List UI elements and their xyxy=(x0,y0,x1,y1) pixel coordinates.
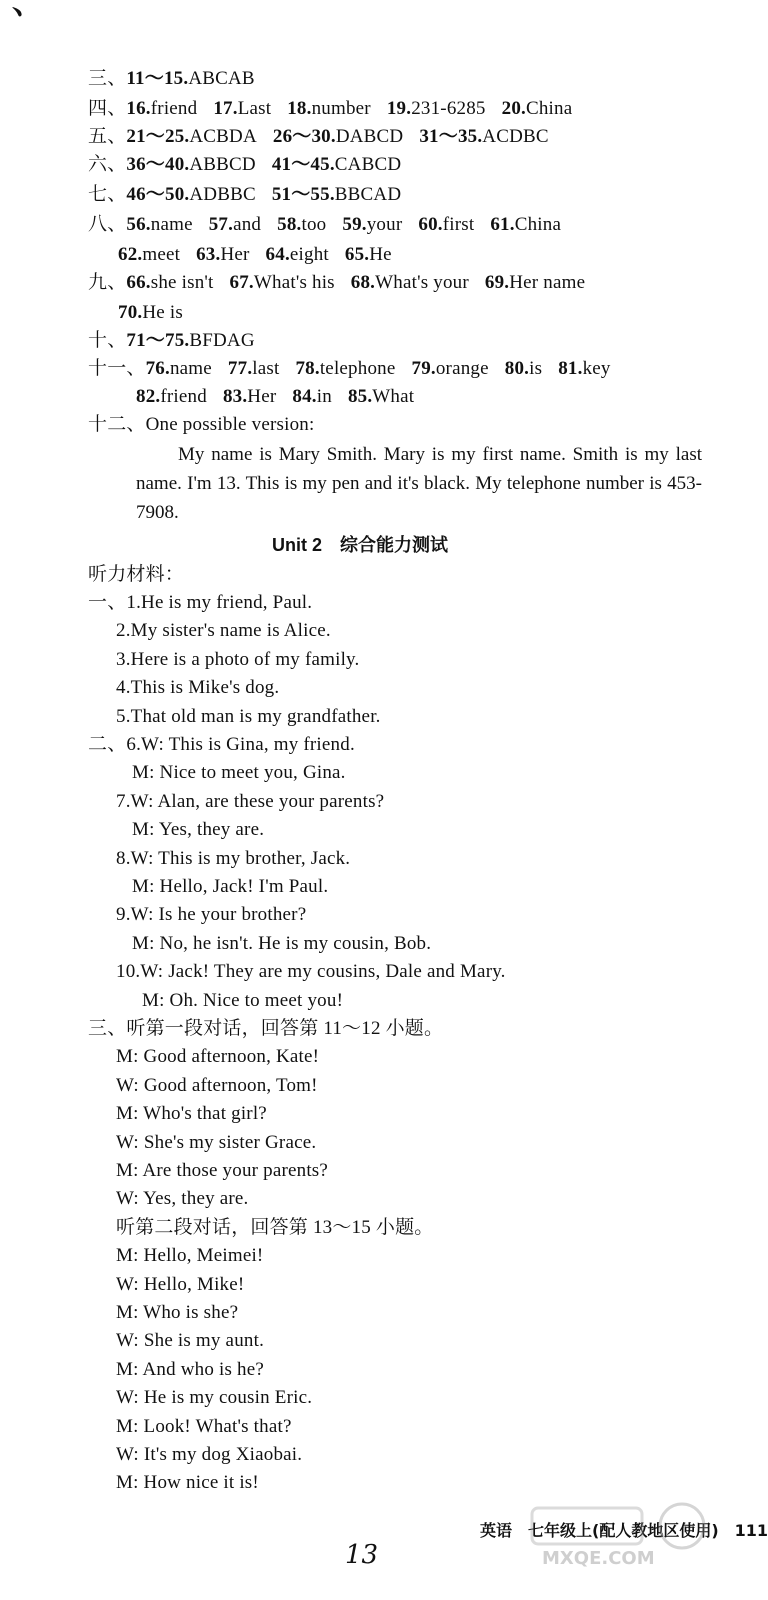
page-footer: 英语 七年级上(配人教地区使用) 111 xyxy=(480,1521,768,1540)
question-number: 82. xyxy=(136,386,161,407)
dialogue-line: 二、6.W: This is Gina, my friend. xyxy=(88,734,355,755)
question-number: 67. xyxy=(229,272,254,293)
answer-line xyxy=(88,124,549,150)
section-number: 七、 xyxy=(88,184,127,205)
dialogue-line: W: It's my dog Xiaobai. xyxy=(116,1444,303,1465)
dialogue-line: M: And who is he? xyxy=(116,1359,265,1380)
watermark-logo xyxy=(522,1500,712,1570)
section-number: 五、 xyxy=(88,126,127,147)
question-number: 66. xyxy=(126,272,151,293)
answer-text: is xyxy=(529,358,543,379)
question-number: 85. xyxy=(347,386,373,407)
dialogue-line: W: She's my sister Grace. xyxy=(116,1132,317,1153)
dialogue-line: M: Who's that girl? xyxy=(116,1103,267,1124)
section-number: 十、 xyxy=(88,330,127,351)
question-number: 63. xyxy=(196,244,221,265)
question-number: 79. xyxy=(411,358,436,379)
answer-text: meet xyxy=(142,244,181,265)
answer-text: ADBBC xyxy=(189,184,256,205)
writing-text: My name is Mary Smith. Mary is my first name. Smith is my last name. I'm 13. This is my pen and it's black. My telephone number is 453-7908. xyxy=(136,444,702,523)
dialogue-line: 10.W: Jack! They are my cousins, Dale and Mary. xyxy=(116,961,506,982)
transcript-line: 4.This is Mike's dog. xyxy=(116,677,280,698)
question-number: 80. xyxy=(504,358,530,379)
answer-text: BFDAG xyxy=(189,330,255,351)
question-number: 41～45. xyxy=(271,154,335,175)
transcript-line: 一、1.He is my friend, Paul. xyxy=(88,592,313,613)
transcript-line: 2.My sister's name is Alice. xyxy=(116,620,331,641)
answer-text: What's your xyxy=(375,272,469,293)
answer-line xyxy=(88,96,572,122)
dialogue-line: 8.W: This is my brother, Jack. xyxy=(116,848,351,869)
answer-text: name xyxy=(169,358,212,379)
dialogue-line: M: Who is she? xyxy=(116,1302,239,1323)
question-number: 59. xyxy=(342,214,367,235)
dialogue-line: W: Yes, they are. xyxy=(116,1188,249,1209)
dialogue-line: W: Good afternoon, Tom! xyxy=(116,1075,318,1096)
margin-mark: ﹅ xyxy=(10,6,24,21)
question-number: 31～35. xyxy=(419,126,483,147)
watermark-text: MXQE.COM xyxy=(542,1548,655,1569)
question-number: 69. xyxy=(484,272,510,293)
answer-text: DABCD xyxy=(335,126,404,147)
answer-text: BBCAD xyxy=(334,184,402,205)
answer-line xyxy=(136,384,414,410)
question-number: 81. xyxy=(558,358,583,379)
answer-text: friend xyxy=(160,386,207,407)
dialogue-line: M: Are those your parents? xyxy=(116,1160,329,1181)
dialogue-line: M: How nice it is! xyxy=(116,1472,259,1493)
dialogue-line: M: Oh. Nice to meet you! xyxy=(142,990,344,1011)
dialogue-line: W: Hello, Mike! xyxy=(116,1274,245,1295)
question-number: 68. xyxy=(350,272,376,293)
writing-sample xyxy=(136,440,702,527)
answer-line xyxy=(118,300,183,326)
writing-header: 十二、One possible version: xyxy=(88,414,315,435)
answer-text: first xyxy=(442,214,475,235)
question-number: 65. xyxy=(344,244,370,265)
dialogue-line: M: Yes, they are. xyxy=(132,819,265,840)
question-number: 26～30. xyxy=(272,126,336,147)
answer-text: Last xyxy=(237,98,272,119)
dialogue-line: 9.W: Is he your brother? xyxy=(116,904,307,925)
section-number: 十一、 xyxy=(88,358,146,379)
answer-text: China xyxy=(514,214,562,235)
answer-text: China xyxy=(525,98,573,119)
answer-text: key xyxy=(582,358,611,379)
dialogue-line: 7.W: Alan, are these your parents? xyxy=(116,791,385,812)
section-number: 三、 xyxy=(88,68,127,89)
question-number: 20. xyxy=(501,98,526,119)
transcript-line: 3.Here is a photo of my family. xyxy=(116,649,360,670)
answer-line xyxy=(88,66,255,92)
answer-text: What xyxy=(372,386,415,407)
question-number: 58. xyxy=(277,214,302,235)
answer-text: ABCAB xyxy=(188,68,255,89)
dialogue-line: M: Hello, Meimei! xyxy=(116,1245,264,1266)
question-number: 16. xyxy=(126,98,151,119)
answer-text: she isn't xyxy=(150,272,214,293)
question-number: 56. xyxy=(126,214,151,235)
section-header: 三、听第一段对话，回答第 11～12 小题。 xyxy=(88,1018,444,1039)
question-number: 83. xyxy=(222,386,248,407)
question-number: 11～15. xyxy=(126,68,189,89)
question-number: 61. xyxy=(490,214,515,235)
answer-line xyxy=(88,152,401,178)
section-number: 六、 xyxy=(88,154,127,175)
dialogue-line: W: He is my cousin Eric. xyxy=(116,1387,313,1408)
answer-text: name xyxy=(150,214,193,235)
section-number: 八、 xyxy=(88,214,127,235)
answer-text: 231-6285 xyxy=(411,98,486,119)
answer-text: orange xyxy=(435,358,489,379)
answer-line xyxy=(88,356,611,382)
section-number: 九、 xyxy=(88,272,127,293)
answer-text: friend xyxy=(150,98,198,119)
answer-text: eight xyxy=(289,244,329,265)
question-number: 71～75. xyxy=(126,330,190,351)
answer-line xyxy=(88,328,255,354)
section-number: 四、 xyxy=(88,98,127,119)
question-number: 36～40. xyxy=(126,154,190,175)
answer-text: Her name xyxy=(509,272,586,293)
answer-text: your xyxy=(366,214,403,235)
listening-label: 听力材料： xyxy=(88,564,185,585)
section-header: 听第二段对话，回答第 13～15 小题。 xyxy=(116,1217,434,1238)
question-number: 60. xyxy=(418,214,443,235)
question-number: 62. xyxy=(118,244,143,265)
answer-text: telephone xyxy=(319,358,396,379)
answer-line xyxy=(88,270,585,296)
answer-line xyxy=(88,182,401,208)
answer-text: Her xyxy=(247,386,277,407)
unit-title: Unit 2 综合能力测试 xyxy=(271,535,448,555)
handwritten-page-number: 13 xyxy=(345,1540,379,1570)
question-number: 51～55. xyxy=(271,184,335,205)
question-number: 17. xyxy=(213,98,238,119)
answer-text: too xyxy=(301,214,327,235)
question-number: 76. xyxy=(145,358,170,379)
dialogue-line: W: She is my aunt. xyxy=(116,1330,265,1351)
answer-text: and xyxy=(233,214,262,235)
question-number: 64. xyxy=(265,244,290,265)
dialogue-line: M: Good afternoon, Kate! xyxy=(116,1046,320,1067)
answer-text: He is xyxy=(142,302,183,323)
dialogue-line: M: No, he isn't. He is my cousin, Bob. xyxy=(132,933,432,954)
question-number: 18. xyxy=(287,98,312,119)
dialogue-line: M: Hello, Jack! I'm Paul. xyxy=(132,876,329,897)
question-number: 84. xyxy=(292,386,317,407)
answer-line xyxy=(88,212,561,238)
answer-text: CABCD xyxy=(334,154,402,175)
answer-line xyxy=(118,242,392,268)
transcript-line: 5.That old man is my grandfather. xyxy=(116,706,381,727)
dialogue-line: M: Nice to meet you, Gina. xyxy=(132,762,346,783)
answer-text: number xyxy=(311,98,371,119)
answer-text: Her xyxy=(220,244,250,265)
answer-text: ABBCD xyxy=(189,154,256,175)
question-number: 70. xyxy=(118,302,143,323)
answer-text: ACDBC xyxy=(482,126,549,147)
answer-text: in xyxy=(316,386,332,407)
question-number: 46～50. xyxy=(126,184,190,205)
question-number: 19. xyxy=(386,98,412,119)
question-number: 78. xyxy=(295,358,320,379)
answer-text: last xyxy=(252,358,280,379)
answer-text: What's his xyxy=(253,272,335,293)
dialogue-line: M: Look! What's that? xyxy=(116,1416,292,1437)
answer-text: ACBDA xyxy=(189,126,257,147)
answer-text: He xyxy=(369,244,392,265)
question-number: 57. xyxy=(208,214,234,235)
question-number: 77. xyxy=(227,358,253,379)
question-number: 21～25. xyxy=(126,126,190,147)
